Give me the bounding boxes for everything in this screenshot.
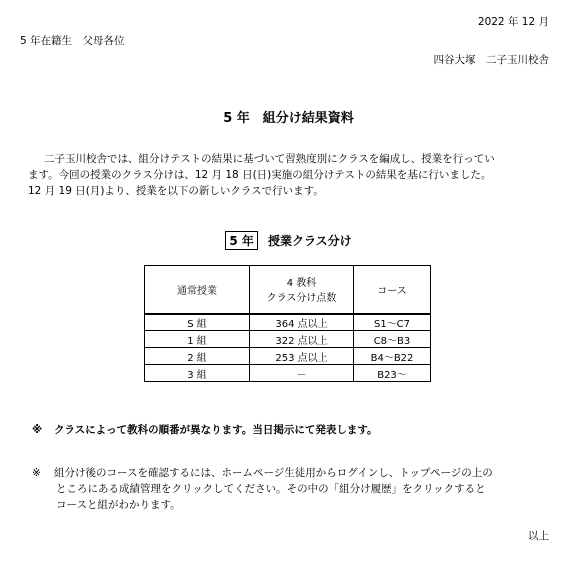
header-score-line-1: 4 教科	[286, 278, 317, 290]
document-title: 5 年 組分け結果資料	[223, 111, 354, 126]
intro-line-1: 二子玉川校舎では、組分けテストの結果に基づいて習熟度別にクラスを編成し、授業を行ってい	[44, 153, 495, 165]
table-row	[145, 365, 431, 382]
note-mark: ※	[32, 424, 43, 436]
table-header-row	[145, 266, 431, 314]
table-row	[145, 314, 431, 331]
header-regular-class: 通常授業	[145, 266, 250, 314]
intro-line-2: ます。今回の授業のクラス分けは、12 月 18 日(日)実施の組分けテストの結果を基に行いました。	[28, 169, 492, 181]
class-name-cell: S 組	[145, 314, 250, 331]
class-name-cell: 2 組	[145, 348, 250, 365]
document-date: 2022 年 12 月	[477, 16, 549, 28]
section-heading	[0, 231, 577, 250]
note-2-line-1: 組分け後のコースを確認するには、ホームページ生徒用からログインし、トップページの上の	[54, 467, 493, 479]
score-cell: 322 点以上	[250, 331, 354, 348]
note-course-check	[32, 465, 493, 480]
note-2-line-3: コースと組がわかります。	[56, 499, 181, 511]
header-score-line-2: クラス分け点数	[266, 293, 337, 305]
course-cell: C8～B3	[354, 331, 431, 348]
table-row	[145, 348, 431, 365]
table-row	[145, 331, 431, 348]
score-cell: 253 点以上	[250, 348, 354, 365]
class-name-cell: 1 組	[145, 331, 250, 348]
header-score	[250, 266, 354, 314]
grade-label-box: 5 年	[225, 231, 258, 250]
note-2-line-2: ところにある成績管理をクリックしてください。その中の「組分け履歴」をクリックすると	[56, 483, 486, 495]
closing-text: 以上	[528, 530, 549, 542]
note-class-order	[32, 422, 378, 437]
course-cell: S1～C7	[354, 314, 431, 331]
note-1-text: クラスによって教科の順番が異なります。当日掲示にて発表します。	[54, 424, 378, 436]
course-cell: B4～B22	[354, 348, 431, 365]
class-name-cell: 3 組	[145, 365, 250, 382]
header-course: コース	[354, 266, 431, 314]
note-mark: ※	[32, 467, 41, 479]
school-name: 四谷大塚 二子玉川校舎	[433, 54, 549, 66]
section-heading-text: 授業クラス分け	[267, 234, 352, 248]
recipient-line: 5 年在籍生 父母各位	[20, 35, 125, 47]
course-cell: B23～	[354, 365, 431, 382]
score-cell: 364 点以上	[250, 314, 354, 331]
class-assignment-table	[144, 265, 431, 382]
intro-line-3: 12 月 19 日(月)より、授業を以下の新しいクラスで行います。	[28, 185, 324, 197]
score-cell: －	[250, 365, 354, 382]
